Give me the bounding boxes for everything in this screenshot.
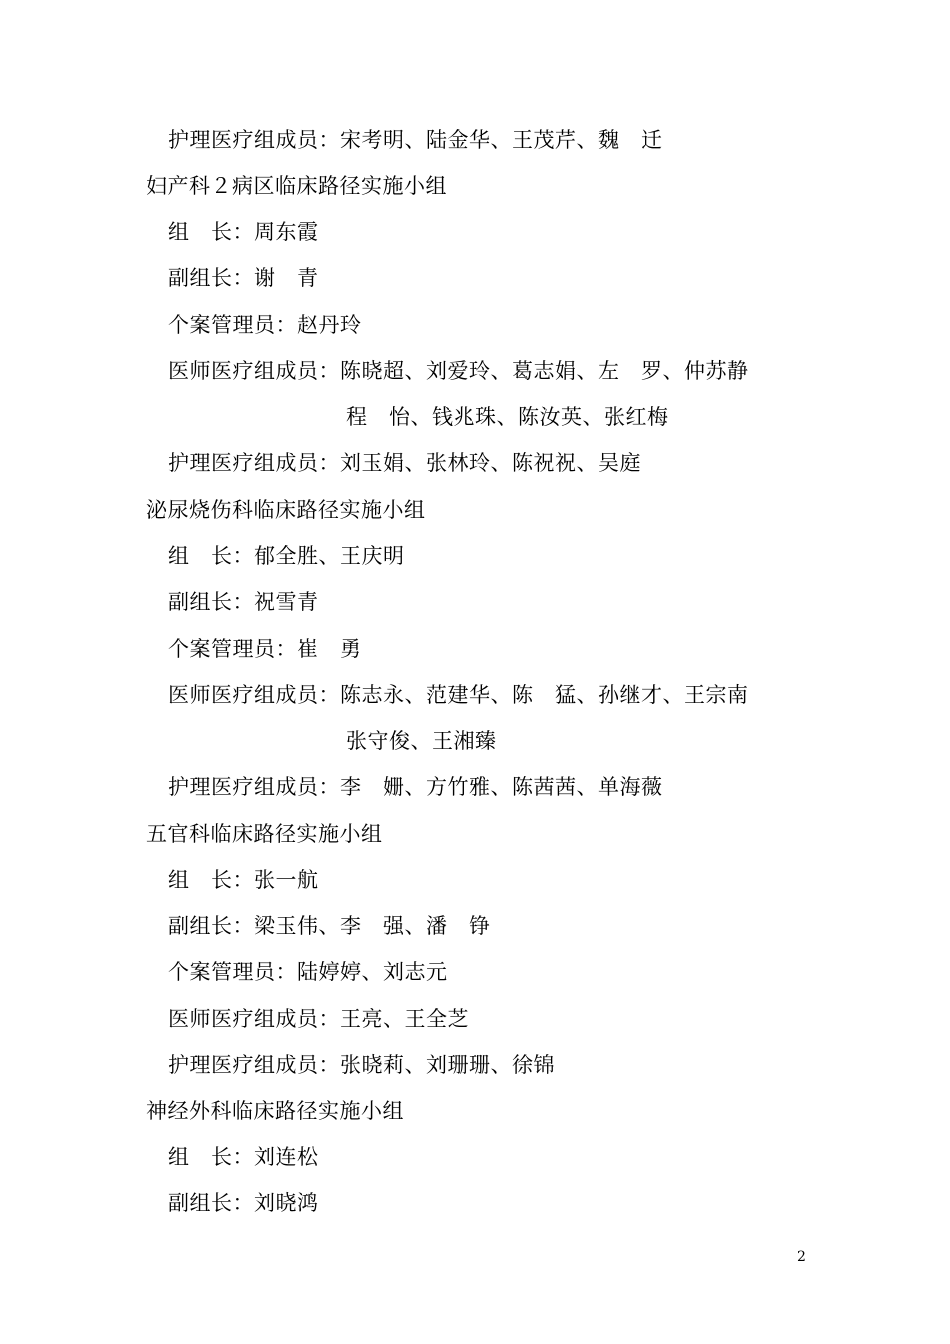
section-heading: 泌尿烧伤科临床路径实施小组 bbox=[146, 498, 426, 522]
text-line: 副组长：谢 青 bbox=[168, 266, 319, 290]
text-line: 组 长：周东霞 bbox=[168, 220, 319, 244]
text-line: 护理医疗组成员：李 姗、方竹雅、陈茜茜、单海薇 bbox=[168, 775, 663, 799]
text-line: 组 长：张一航 bbox=[168, 868, 319, 892]
text-line: 个案管理员：陆婷婷、刘志元 bbox=[168, 960, 448, 984]
page-number: 2 bbox=[797, 1249, 806, 1265]
text-line: 医师医疗组成员：王亮、王全芝 bbox=[168, 1007, 469, 1031]
text-line: 护理医疗组成员：宋考明、陆金华、王茂芹、魏 迁 bbox=[168, 128, 663, 152]
section-heading: 妇产科２病区临床路径实施小组 bbox=[146, 174, 447, 198]
section-heading: 五官科临床路径实施小组 bbox=[146, 822, 383, 846]
text-line-continuation: 程 怡、钱兆珠、陈汝英、张红梅 bbox=[346, 405, 669, 429]
text-line: 护理医疗组成员：刘玉娟、张林玲、陈祝祝、吴庭 bbox=[168, 451, 641, 475]
section-heading: 神经外科临床路径实施小组 bbox=[146, 1099, 404, 1123]
text-line: 副组长：祝雪青 bbox=[168, 590, 319, 614]
text-line: 医师医疗组成员：陈志永、范建华、陈 猛、孙继才、王宗南 bbox=[168, 683, 749, 707]
text-line: 副组长：刘晓鸿 bbox=[168, 1191, 319, 1215]
text-line: 组 长：郁全胜、王庆明 bbox=[168, 544, 405, 568]
text-line: 护理医疗组成员：张晓莉、刘珊珊、徐锦 bbox=[168, 1053, 555, 1077]
text-line: 副组长：梁玉伟、李 强、潘 铮 bbox=[168, 914, 491, 938]
text-line: 个案管理员：崔 勇 bbox=[168, 637, 362, 661]
text-line: 组 长：刘连松 bbox=[168, 1145, 319, 1169]
text-line-continuation: 张守俊、王湘臻 bbox=[346, 729, 497, 753]
text-line: 医师医疗组成员：陈晓超、刘爱玲、葛志娟、左 罗、仲苏静 bbox=[168, 359, 749, 383]
text-line: 个案管理员：赵丹玲 bbox=[168, 313, 362, 337]
